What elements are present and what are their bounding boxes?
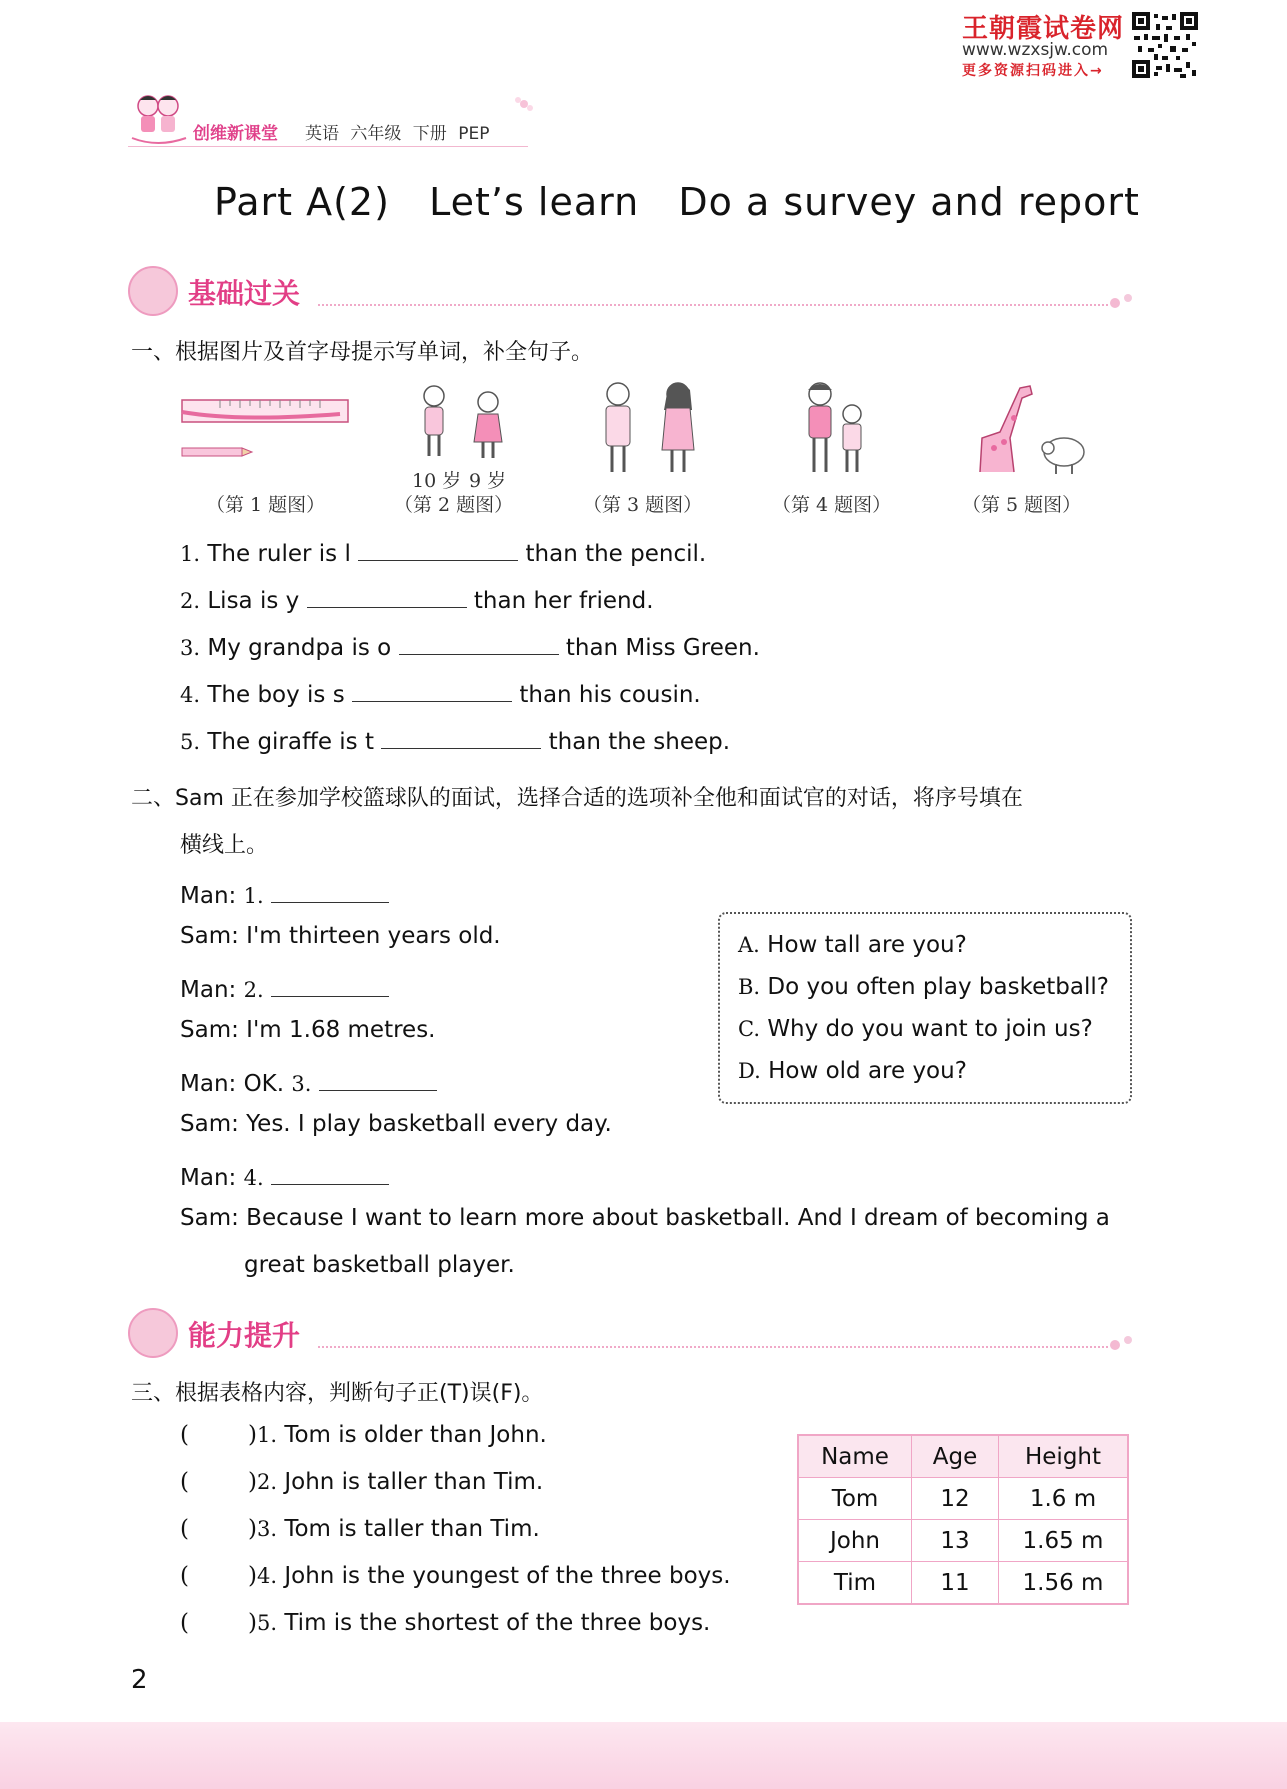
dialogue-text: I'm thirteen years old. <box>246 923 501 949</box>
speaker: Man: <box>180 883 237 909</box>
dialogue-text: Yes. I play basketball every day. <box>246 1111 612 1137</box>
item-number: 2. <box>180 589 201 613</box>
dialogue-line-cont: great basketball player. <box>244 1252 515 1278</box>
item-number: 5. <box>180 730 201 754</box>
dialogue-text: Because I want to learn more about basketball. And I dream of becoming a <box>246 1205 1110 1231</box>
site-more-text: 更多资源扫码进入→ <box>962 63 1104 79</box>
sentence-text: than the sheep. <box>548 729 731 755</box>
answer-blank[interactable] <box>271 876 389 903</box>
option-letter: D. <box>738 1059 761 1083</box>
table-header: Height <box>999 1435 1129 1478</box>
speaker: Man: <box>180 977 237 1003</box>
dot-ornament-icon <box>1124 294 1132 302</box>
dialogue-line <box>180 1017 435 1043</box>
question-2-heading: 二、Sam 正在参加学校篮球队的面试，选择合适的选项补全他和面试官的对话，将序号填在 <box>131 786 1023 811</box>
true-false-item: ( )4. John is the youngest of the three boys. <box>180 1563 731 1589</box>
table-cell: Tim <box>798 1562 912 1605</box>
option-d <box>738 1058 967 1084</box>
answer-blank[interactable] <box>358 534 518 561</box>
page-title: Part A(2) Let’s learn Do a survey and report <box>214 180 1140 224</box>
dialogue-text: OK. <box>243 1071 285 1097</box>
table-cell: Tom <box>798 1478 912 1520</box>
figure-caption: （第 3 题图） <box>583 494 703 516</box>
statement-text: John is the youngest of the three boys. <box>284 1563 731 1589</box>
site-url[interactable]: www.wzxsjw.com <box>962 40 1109 60</box>
dialogue-line <box>180 876 389 909</box>
table-header-row <box>798 1435 1128 1478</box>
item-number: 3. <box>180 636 201 660</box>
dot-ornament-icon <box>1110 1340 1120 1350</box>
item-number: 2. <box>256 1470 278 1494</box>
option-a <box>738 932 967 958</box>
table-cell: 1.65 m <box>999 1520 1129 1562</box>
option-letter: A. <box>738 933 760 957</box>
table-cell: John <box>798 1520 912 1562</box>
dialogue-line <box>180 1205 1110 1231</box>
qr-code-icon[interactable] <box>1132 12 1198 78</box>
answer-blank[interactable] <box>352 675 512 702</box>
item-number: 1. <box>180 542 201 566</box>
question-1-item <box>180 581 654 614</box>
header-divider <box>128 146 528 147</box>
table-header: Age <box>912 1435 999 1478</box>
table-cell: 1.6 m <box>999 1478 1129 1520</box>
sentence-text: than his cousin. <box>519 682 701 708</box>
kids-logo-icon <box>128 88 190 150</box>
speaker: Man: <box>180 1165 237 1191</box>
question-3-heading: 三、根据表格内容，判断句子正(T)误(F)。 <box>131 1381 544 1406</box>
dot-ornament-icon <box>1124 1336 1132 1344</box>
dotted-divider <box>318 304 1108 306</box>
footer-band <box>0 1722 1287 1789</box>
table-row <box>798 1520 1128 1562</box>
true-false-item: ( )3. Tom is taller than Tim. <box>180 1516 540 1542</box>
dialogue-line <box>180 1064 437 1097</box>
question-1-item <box>180 628 760 661</box>
item-number: 4. <box>180 683 201 707</box>
true-false-item: ( )5. Tim is the shortest of the three boys. <box>180 1610 711 1636</box>
answer-blank[interactable] <box>319 1064 437 1091</box>
dialogue-text: I'm 1.68 metres. <box>246 1017 436 1043</box>
sentence-text: The giraffe is t <box>207 729 374 755</box>
section-banner-ability <box>128 1306 1128 1358</box>
book-info: 英语 六年级 下册 PEP <box>305 124 490 144</box>
figure-caption: （第 5 题图） <box>962 494 1082 516</box>
speaker: Sam: <box>180 1205 239 1231</box>
answer-blank[interactable] <box>271 970 389 997</box>
item-number: 4. <box>256 1564 278 1588</box>
site-name: 王朝霞试卷网 <box>962 14 1125 44</box>
answer-blank[interactable] <box>307 581 467 608</box>
table-cell: 13 <box>912 1520 999 1562</box>
item-number: 4. <box>243 1166 264 1190</box>
item-number: 3. <box>291 1072 312 1096</box>
options-box <box>718 912 1132 1104</box>
grandpa-and-teacher-image <box>594 380 704 480</box>
option-letter: C. <box>738 1017 760 1041</box>
smiley-badge-icon <box>128 266 178 316</box>
question-1-heading: 一、根据图片及首字母提示写单词，补全句子。 <box>131 340 594 365</box>
item-number: 5. <box>256 1611 278 1635</box>
sentence-text: The boy is s <box>207 682 345 708</box>
table-cell: 12 <box>912 1478 999 1520</box>
section-banner-basic <box>128 264 1128 316</box>
question-1-item <box>180 534 706 567</box>
dot-ornament-icon <box>1110 298 1120 308</box>
answer-blank[interactable] <box>381 722 541 749</box>
table-row <box>798 1478 1128 1520</box>
item-number: 1. <box>243 884 264 908</box>
item-number: 2. <box>243 978 264 1002</box>
option-text: Why do you want to join us? <box>767 1016 1093 1042</box>
question-1-item <box>180 722 730 755</box>
smiley-badge-icon <box>128 1308 178 1358</box>
answer-parentheses[interactable]: ( <box>180 1610 189 1636</box>
speaker: Sam: <box>180 923 239 949</box>
table-cell: 1.56 m <box>999 1562 1129 1605</box>
speaker: Man: <box>180 1071 237 1097</box>
question-2-heading-cont: 横线上。 <box>180 833 269 858</box>
table-cell: 11 <box>912 1562 999 1605</box>
page-number: 2 <box>131 1665 148 1695</box>
dialogue-line <box>180 923 501 949</box>
flower-decoration-icon <box>512 92 536 116</box>
item-number: 3. <box>256 1517 278 1541</box>
dialogue-line <box>180 1158 389 1191</box>
answer-parentheses[interactable]: ( <box>180 1563 189 1589</box>
two-children-image <box>800 380 870 480</box>
section-title-ability: 能力提升 <box>188 1319 301 1352</box>
true-false-item: ( )2. John is taller than Tim. <box>180 1469 544 1495</box>
question-1-item <box>180 675 701 708</box>
sentence-text: than the pencil. <box>525 541 707 567</box>
statement-text: Tom is older than John. <box>284 1422 547 1448</box>
option-text: How tall are you? <box>767 932 967 958</box>
sentence-text: Lisa is y <box>207 588 300 614</box>
sentence-text: than her friend. <box>473 588 654 614</box>
answer-blank[interactable] <box>399 628 559 655</box>
sentence-text: The ruler is l <box>207 541 351 567</box>
speaker: Sam: <box>180 1017 239 1043</box>
brand-name: 创维新课堂 <box>193 124 278 144</box>
speaker: Sam: <box>180 1111 239 1137</box>
sentence-text: My grandpa is o <box>207 635 392 661</box>
answer-parentheses[interactable]: ( <box>180 1469 189 1495</box>
true-false-item: ( )1. Tom is older than John. <box>180 1422 547 1448</box>
sentence-text: than Miss Green. <box>565 635 760 661</box>
answer-parentheses[interactable]: ( <box>180 1422 189 1448</box>
table-header: Name <box>798 1435 912 1478</box>
age-label: 10 岁 <box>412 470 462 492</box>
student-data-table <box>797 1434 1129 1605</box>
statement-text: Tim is the shortest of the three boys. <box>284 1610 711 1636</box>
option-text: Do you often play basketball? <box>767 974 1109 1000</box>
section-title-basic: 基础过关 <box>188 277 301 310</box>
option-text: How old are you? <box>768 1058 967 1084</box>
dotted-divider <box>318 1346 1108 1348</box>
dialogue-line <box>180 1111 612 1137</box>
answer-blank[interactable] <box>271 1158 389 1185</box>
ruler-and-pencil-image <box>180 398 350 464</box>
item-number: 1. <box>256 1423 278 1447</box>
statement-text: John is taller than Tim. <box>284 1469 544 1495</box>
figure-caption: （第 1 题图） <box>206 494 326 516</box>
age-label: 9 岁 <box>469 470 507 492</box>
option-b <box>738 974 1109 1000</box>
option-letter: B. <box>738 975 761 999</box>
answer-parentheses[interactable]: ( <box>180 1516 189 1542</box>
giraffe-and-sheep-image <box>960 382 1090 480</box>
statement-text: Tom is taller than Tim. <box>284 1516 540 1542</box>
table-row <box>798 1562 1128 1605</box>
dialogue-line <box>180 970 389 1003</box>
option-c <box>738 1016 1093 1042</box>
figure-caption: （第 2 题图） <box>394 494 514 516</box>
figure-caption: （第 4 题图） <box>772 494 892 516</box>
